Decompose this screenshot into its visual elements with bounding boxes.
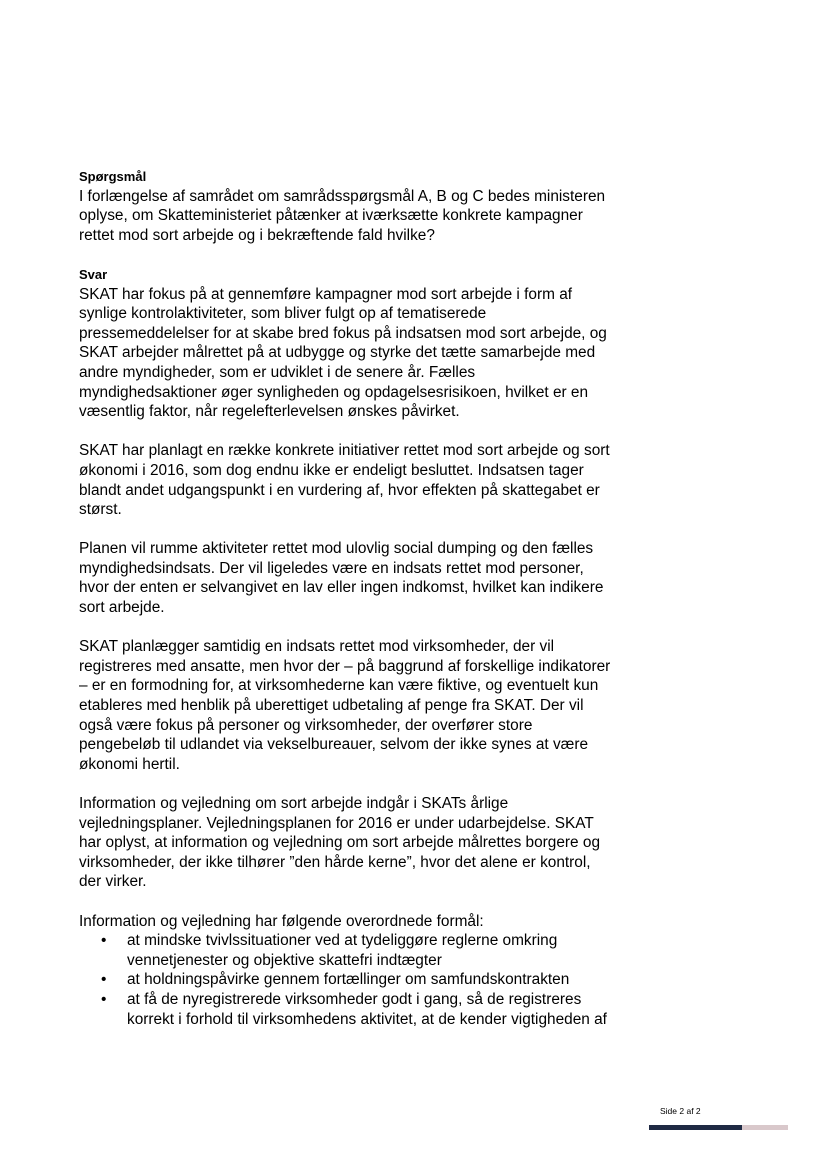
- paragraph-line: der virker.: [79, 873, 147, 891]
- paragraph-line: Information og vejledning har følgende overordnede formål:: [79, 912, 484, 930]
- paragraph-line: Information og vejledning om sort arbejde indgår i SKATs årlige: [79, 795, 509, 812]
- paragraph-line: størst.: [79, 501, 122, 519]
- paragraph-line: myndighedsindsats. Der vil ligeledes være en indsats rettet mod personer,: [79, 559, 584, 577]
- spacer: [79, 422, 619, 442]
- list-item-line: at mindske tvivlssituationer ved at tydeliggøre reglerne omkring: [127, 932, 558, 950]
- answer-heading: Svar: [79, 266, 108, 282]
- purpose-list: [79, 931, 619, 1029]
- paragraph-line: – er en formodning for, at virksomhederne kan være fiktive, og eventuelt kun: [79, 677, 599, 695]
- paragraph-line: virksomheder, der ikke tilhører ”den hårde kerne”, hvor det alene er kontrol,: [79, 853, 591, 871]
- list-item-line: at holdningspåvirke gennem fortællinger om samfundskontrakten: [127, 971, 570, 989]
- paragraph-line: økonomi i 2016, som dog endnu ikke er endeligt besluttet. Indsatsen tager: [79, 461, 584, 479]
- page-number: Side 2 af 2: [660, 1106, 701, 1116]
- footer-bar-dark: [649, 1125, 742, 1130]
- question-line: rettet mod sort arbejde og i bekræftende fald hvilke?: [79, 226, 435, 244]
- paragraph-line: etableres med henblik på uberettiget udbetaling af penge fra SKAT. Der vil: [79, 697, 584, 715]
- bullet-icon: •: [101, 990, 107, 1008]
- paragraph-line: vejledningsplaner. Vejledningsplanen for 2016 er under udarbejdelse. SKAT: [79, 814, 594, 832]
- list-item-line: korrekt i forhold til virksomhedens aktivitet, at de kender vigtigheden af: [127, 1010, 607, 1028]
- spacer: [79, 520, 619, 540]
- spacer: [79, 245, 619, 265]
- list-item: [79, 931, 619, 970]
- paragraph-line: Planen vil rumme aktiviteter rettet mod ulovlig social dumping og den fælles: [79, 540, 594, 558]
- paragraph-line: væsentlig faktor, når regelefterlevelsen ønskes påvirket.: [79, 403, 460, 421]
- answer-paragraph-3: [79, 539, 619, 617]
- paragraph-line: sort arbejde.: [79, 599, 165, 617]
- paragraph-line: SKAT har planlagt en række konkrete initiativer rettet mod sort arbejde og sort: [79, 442, 610, 460]
- list-item: [79, 970, 619, 990]
- list-item: [79, 990, 619, 1029]
- spacer: [79, 774, 619, 794]
- paragraph-line: økonomi hertil.: [79, 755, 180, 773]
- list-item-line: vennetjenester og objektive skattefri indtægter: [127, 951, 442, 969]
- paragraph-line: også være fokus på personer og virksomheder, der overfører store: [79, 716, 533, 734]
- answer-paragraph-2: [79, 441, 619, 519]
- paragraph-line: myndighedsaktioner øger synligheden og opdagelsesrisikoen, hvilket er en: [79, 383, 589, 401]
- paragraph-line: SKAT har fokus på at gennemføre kampagner mod sort arbejde i form af: [79, 285, 573, 303]
- bullet-icon: •: [101, 932, 107, 950]
- answer-paragraph-6: [79, 912, 619, 932]
- question-heading: Spørgsmål: [79, 169, 147, 184]
- spacer: [79, 892, 619, 912]
- question-line: oplyse, om Skatteministeriet påtænker at iværksætte konkrete kampagner: [79, 207, 583, 225]
- answer-paragraph-4: [79, 637, 619, 774]
- question-section: [79, 167, 619, 245]
- paragraph-line: pengebeløb til udlandet via vekselbureauer, selvom der ikke synes at være: [79, 736, 589, 754]
- answer-section: [79, 265, 619, 1029]
- paragraph-line: blandt andet udgangspunkt i en vurdering af, hvor effekten på skattegabet er: [79, 481, 600, 499]
- question-line: I forlængelse af samrådet om samrådsspørgsmål A, B og C bedes ministeren: [79, 187, 606, 205]
- paragraph-line: pressemeddelelser for at skabe bred fokus på indsatsen mod sort arbejde, og: [79, 324, 607, 342]
- paragraph-line: registreres med ansatte, men hvor der – på baggrund af forskellige indikatorer: [79, 657, 611, 675]
- paragraph-line: SKAT planlægger samtidig en indsats rettet mod virksomheder, der vil: [79, 638, 555, 656]
- answer-paragraph-1: [79, 285, 619, 422]
- list-item-line: at få de nyregistrerede virksomheder godt i gang, så de registreres: [127, 990, 582, 1008]
- answer-paragraph-5: [79, 794, 619, 892]
- spacer: [79, 618, 619, 638]
- paragraph-line: andre myndigheder, som er udviklet i de senere år. Fælles: [79, 363, 476, 381]
- paragraph-line: SKAT arbejder målrettet på at udbygge og styrke det tætte samarbejde med: [79, 344, 596, 362]
- paragraph-line: hvor der enten er selvangivet en lav eller ingen indkomst, hvilket kan indikere: [79, 579, 604, 597]
- footer-bar-light: [742, 1125, 788, 1130]
- paragraph-line: synlige kontrolaktiviteter, som bliver fulgt op af tematiserede: [79, 305, 487, 323]
- paragraph-line: har oplyst, at information og vejledning om sort arbejde målrettes borgere og: [79, 834, 600, 852]
- bullet-icon: •: [101, 971, 107, 989]
- document-body: [79, 167, 619, 1029]
